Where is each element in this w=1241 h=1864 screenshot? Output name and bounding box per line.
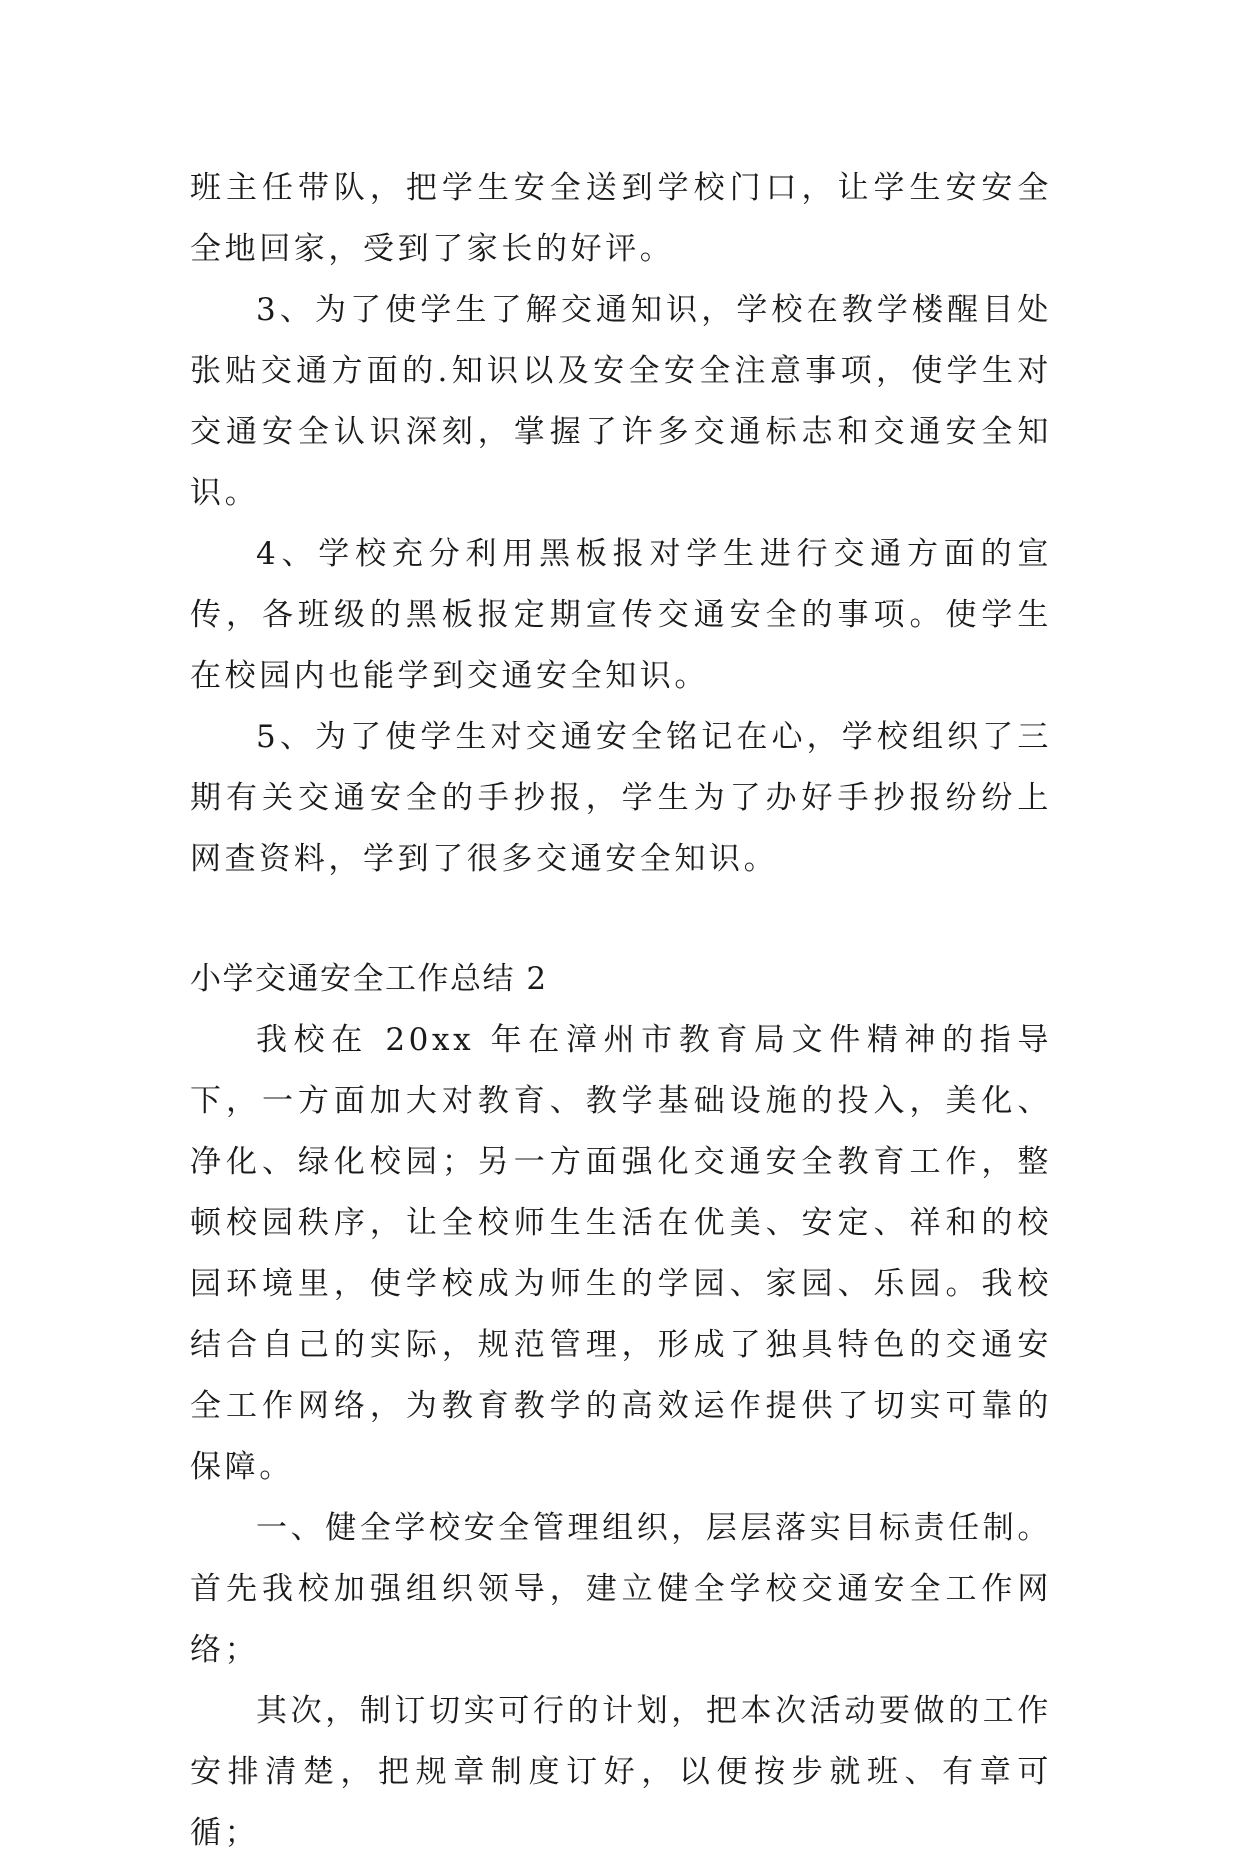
- paragraph-next: 其次，制订切实可行的计划，把本次活动要做的工作安排清楚，把规章制度订好，以便按步就班、有章可循；: [190, 1693, 1052, 1851]
- paragraph-item-5: 5、为了使学生对交通安全铭记在心，学校组织了三期有关交通安全的手抄报，学生为了办好手抄报纷纷上网查资料，学到了很多交通安全知识。: [190, 719, 1052, 877]
- section-gap: [190, 890, 1052, 949]
- paragraph-continuation: 班主任带队，把学生安全送到学校门口，让学生安安全全地回家，受到了家长的好评。: [190, 170, 1052, 267]
- paragraph-item-4: 4、学校充分利用黑板报对学生进行交通方面的宣传，各班级的黑板报定期宣传交通安全的事项。使学生在校园内也能学到交通安全知识。: [190, 536, 1052, 694]
- paragraph-item-3: 3、为了使学生了解交通知识，学校在教学楼醒目处张贴交通方面的.知识以及安全安全注意事项，使学生对交通安全认识深刻，掌握了许多交通标志和交通安全知识。: [190, 292, 1052, 511]
- paragraph-point-1: 一、健全学校安全管理组织，层层落实目标责任制。首先我校加强组织领导，建立健全学校交通安全工作网络；: [190, 1510, 1052, 1668]
- section-title: 小学交通安全工作总结 2: [190, 961, 548, 997]
- document-body: [190, 158, 1052, 1864]
- paragraph-intro: 我校在 20xx 年在漳州市教育局文件精神的指导下，一方面加大对教育、教学基础设施的投入，美化、净化、绿化校园；另一方面强化交通安全教育工作，整顿校园秩序，让全校师生生活在优美、安定、祥和的校园环境里，使学校成为师生的学园、家园、乐园。我校结合自己的实际，规范管理，形成了独具特色的交通安全工作网络，为教育教学的高效运作提供了切实可靠的保障。: [190, 1022, 1052, 1485]
